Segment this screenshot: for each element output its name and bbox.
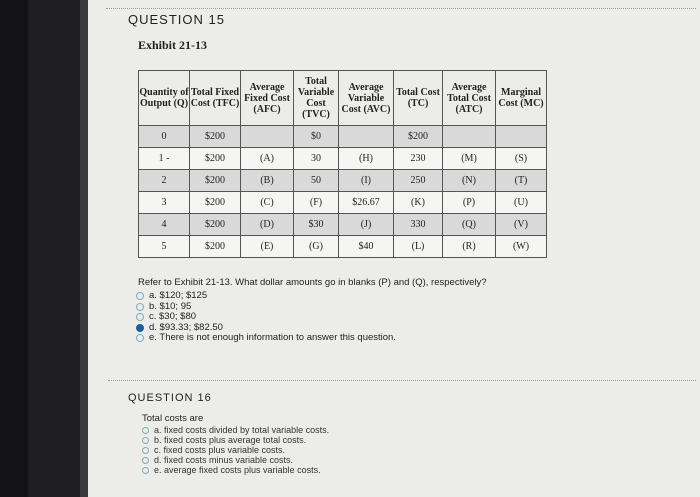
page-edge (80, 0, 88, 497)
radio-button[interactable] (142, 427, 149, 434)
table-cell: $200 (190, 148, 241, 170)
table-cell: 330 (394, 214, 443, 236)
table-cell (339, 126, 394, 148)
table-cell: $30 (294, 214, 339, 236)
table-cell: (C) (241, 192, 294, 214)
header-cell: Quantity of Output (Q) (139, 71, 190, 126)
answer-option-label: c. fixed costs plus variable costs. (154, 445, 286, 455)
radio-button[interactable] (136, 313, 144, 321)
question-15-options (136, 291, 396, 344)
table-cell: 3 (139, 192, 190, 214)
radio-button[interactable] (142, 437, 149, 444)
table-cell (241, 126, 294, 148)
header-cell: Total Cost (TC) (394, 71, 443, 126)
table-cell: 0 (139, 126, 190, 148)
table-cell: 5 (139, 236, 190, 258)
radio-button[interactable] (142, 467, 149, 474)
table-cell: (Q) (443, 214, 496, 236)
table-cell: 230 (394, 148, 443, 170)
radio-button[interactable] (136, 324, 144, 332)
table-row (139, 214, 547, 236)
radio-button[interactable] (136, 303, 144, 311)
header-cell: Total Variable Cost (TVC) (294, 71, 339, 126)
table-cell: 30 (294, 148, 339, 170)
question-16-prompt: Total costs are (142, 413, 204, 424)
table-cell (443, 126, 496, 148)
table-cell: 4 (139, 214, 190, 236)
table-cell: (M) (443, 148, 496, 170)
answer-option[interactable] (142, 465, 329, 475)
table-cell: (V) (496, 214, 547, 236)
question-16-options (142, 425, 329, 475)
answer-option[interactable] (136, 333, 396, 344)
table-cell: $200 (190, 126, 241, 148)
answer-option[interactable] (142, 435, 329, 445)
table-cell: (T) (496, 170, 547, 192)
header-cell: Average Variable Cost (AVC) (339, 71, 394, 126)
answer-option-label: a. fixed costs divided by total variable costs. (154, 425, 330, 435)
table-cell: (W) (496, 236, 547, 258)
answer-option-label: c. $30; $80 (149, 311, 197, 322)
table-cell: (L) (394, 236, 443, 258)
left-dark-border (0, 0, 28, 497)
table-cell: (N) (443, 170, 496, 192)
answer-option-label: e. average fixed costs plus variable costs. (154, 465, 321, 475)
table-cell: (P) (443, 192, 496, 214)
header-cell: Total Fixed Cost (TFC) (190, 71, 241, 126)
answer-option[interactable] (142, 455, 329, 465)
table-cell: 2 (139, 170, 190, 192)
header-cell: Average Total Cost (ATC) (443, 71, 496, 126)
table-cell: $0 (294, 126, 339, 148)
table-cell: (K) (394, 192, 443, 214)
question-divider (108, 380, 696, 381)
answer-option-label: b. $10; 95 (149, 300, 192, 312)
table-cell: (U) (496, 192, 547, 214)
table-cell: $40 (339, 236, 394, 258)
table-row (139, 192, 547, 214)
table-cell: (R) (443, 236, 496, 258)
table-cell (496, 126, 547, 148)
table-cell: (S) (496, 148, 547, 170)
table-cell: $200 (190, 192, 241, 214)
answer-option[interactable] (136, 291, 396, 302)
table-cell: $26.67 (339, 192, 394, 214)
table-cell: (D) (241, 214, 294, 236)
answer-option-label: d. fixed costs minus variable costs. (154, 455, 294, 465)
table-row (139, 148, 547, 170)
question-15-title: QUESTION 15 (128, 12, 225, 27)
answer-option[interactable] (142, 445, 329, 455)
exhibit-title: Exhibit 21-13 (138, 38, 208, 52)
table-row (139, 126, 547, 148)
cost-table (138, 70, 547, 258)
table-cell: (H) (339, 148, 394, 170)
table-row (139, 170, 547, 192)
answer-option-label: e. There is not enough information to answer this question. (149, 332, 396, 343)
table-cell: (E) (241, 236, 294, 258)
header-cell: Marginal Cost (MC) (496, 71, 547, 126)
radio-button[interactable] (142, 447, 149, 454)
question-15-prompt: Refer to Exhibit 21-13. What dollar amounts go in blanks (P) and (Q), respectively? (138, 277, 487, 288)
question-16-title: QUESTION 16 (128, 392, 212, 404)
table-cell: (A) (241, 148, 294, 170)
radio-button[interactable] (136, 292, 144, 300)
question-divider (106, 8, 696, 9)
table-cell: $200 (190, 236, 241, 258)
table-cell: (F) (294, 192, 339, 214)
answer-option[interactable] (136, 312, 396, 323)
table-cell: 250 (394, 170, 443, 192)
answer-option[interactable] (142, 425, 329, 435)
quiz-page (88, 0, 700, 497)
table-cell: $200 (394, 126, 443, 148)
answer-option-label: d. $93.33; $82.50 (149, 321, 223, 333)
table-cell: (B) (241, 170, 294, 192)
table-cell: $200 (190, 170, 241, 192)
table-cell: 50 (294, 170, 339, 192)
table-cell: $200 (190, 214, 241, 236)
answer-option-label: b. fixed costs plus average total costs. (154, 435, 307, 445)
table-row (139, 236, 547, 258)
table-cell: (J) (339, 214, 394, 236)
table-cell: (I) (339, 170, 394, 192)
header-cell: Average Fixed Cost (AFC) (241, 71, 294, 126)
table-cell: 1 - (139, 148, 190, 170)
table-cell: (G) (294, 236, 339, 258)
radio-button[interactable] (142, 457, 149, 464)
radio-button[interactable] (136, 334, 144, 342)
answer-option-label: a. $120; $125 (149, 290, 208, 301)
table-header-row (139, 71, 547, 126)
